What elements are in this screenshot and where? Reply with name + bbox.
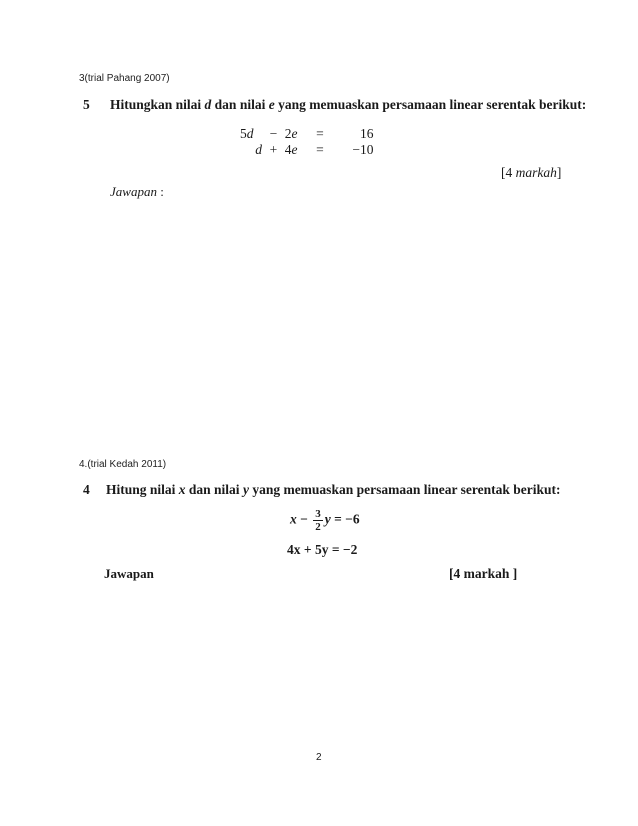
question-number: 5 xyxy=(83,97,90,112)
answer-label: Jawapan xyxy=(104,566,154,581)
marks-label: [4 markah ] xyxy=(449,566,518,581)
equation-1: 5d − 2e = 16 xyxy=(240,126,374,141)
equation-2: 4x + 5y = −2 xyxy=(287,542,358,557)
page-number: 2 xyxy=(316,752,322,763)
fraction: $\frac{3}{2}$ xyxy=(315,508,321,533)
question-text: Hitungkan nilai d dan nilai e yang memuaskan persamaan linear serentak berikut: xyxy=(110,97,587,112)
marks-label: [4 markah] xyxy=(501,165,562,180)
question-source-label: 3(trial Pahang 2007) xyxy=(79,73,170,84)
question-source-label: 4.(trial Kedah 2011) xyxy=(79,459,167,470)
answer-label: Jawapan : xyxy=(110,184,164,199)
equation-1: x − $\frac{3}{2}$ y = −6 xyxy=(290,508,360,533)
question-text: Hitung nilai x dan nilai y yang memuaskan persamaan linear serentak berikut: xyxy=(106,482,561,497)
question-number: 4 xyxy=(83,482,90,497)
equation-2: d + 4e = −10 xyxy=(255,142,374,157)
